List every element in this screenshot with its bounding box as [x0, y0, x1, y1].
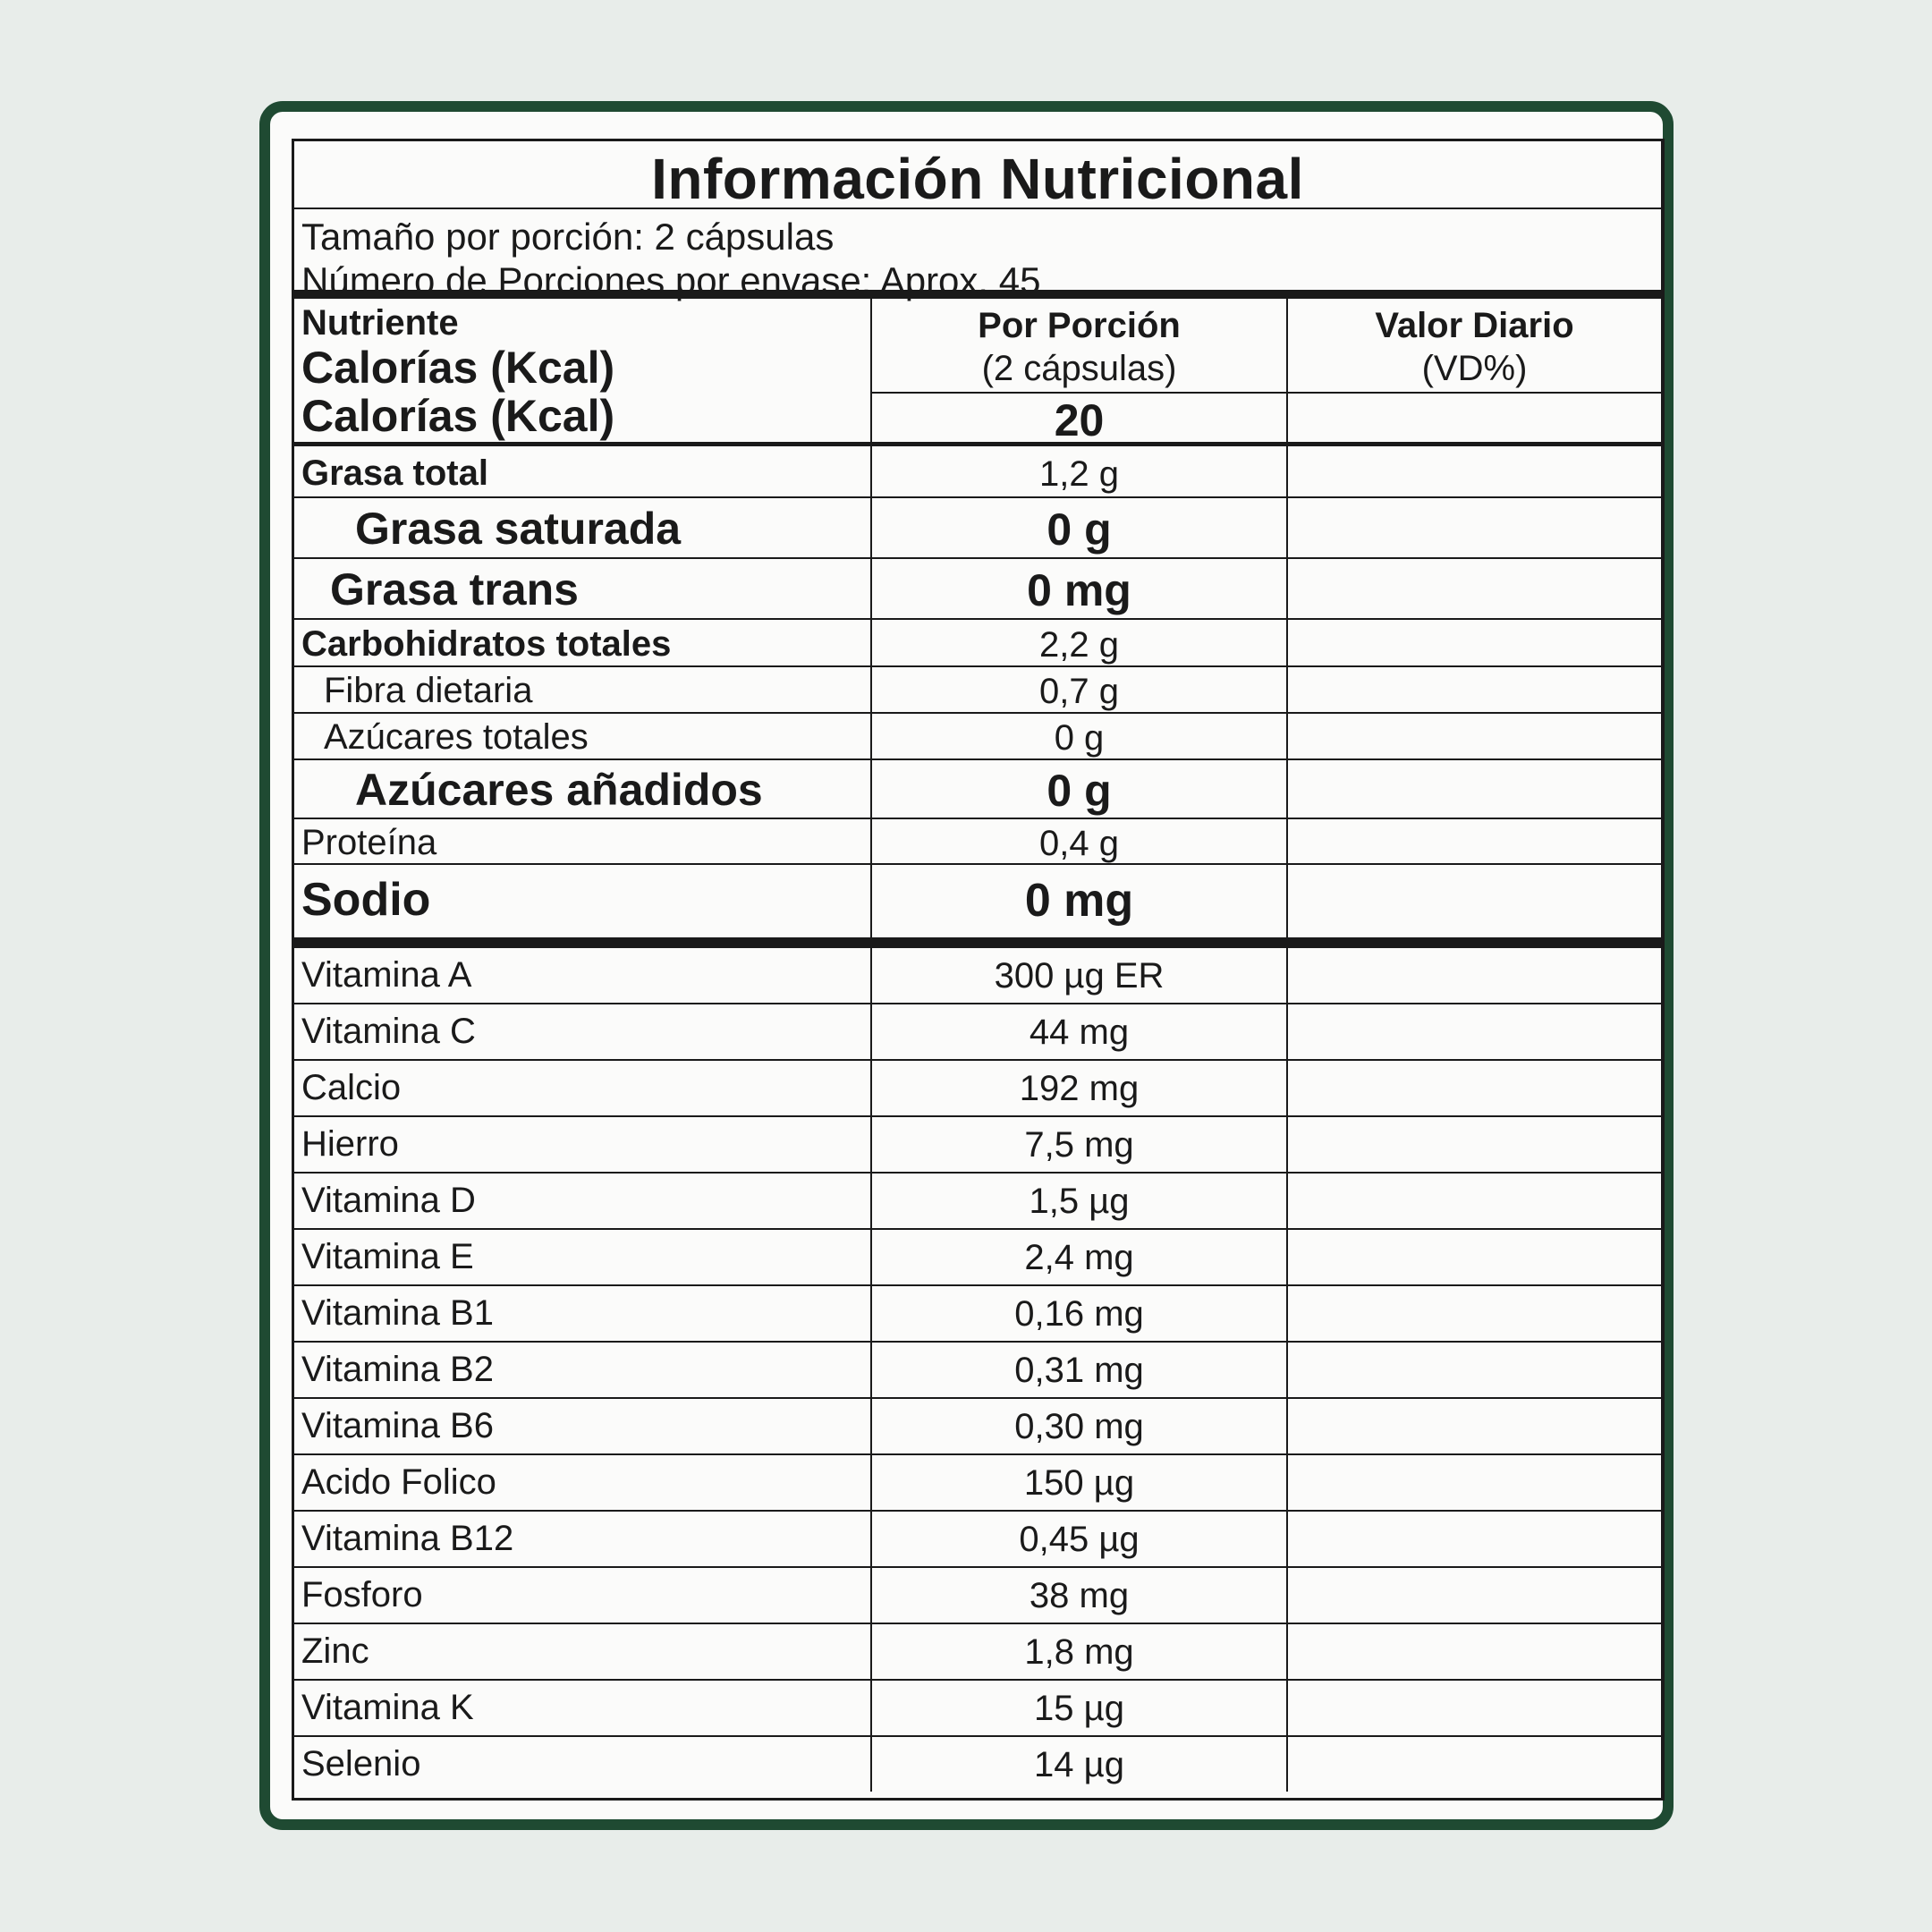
- table-row: [294, 667, 1661, 714]
- nutrient-vd: [1288, 1174, 1661, 1228]
- header-row: [294, 299, 1661, 446]
- nutrient-name: Hierro: [294, 1117, 872, 1172]
- nutrient-name: Selenio: [294, 1737, 872, 1792]
- nutrient-header-cell: [294, 299, 872, 442]
- nutrient-name: Fosforo: [294, 1568, 872, 1623]
- nutrient-name: Vitamina B6: [294, 1399, 872, 1453]
- nutrient-name: Vitamina D: [294, 1174, 872, 1228]
- nutrient-value: 44 mg: [872, 1004, 1288, 1059]
- table-row: [294, 865, 1661, 948]
- table-row: [294, 1061, 1661, 1117]
- nutrient-value: 0 g: [872, 714, 1288, 758]
- serving-size: Tamaño por porción: 2 cápsulas: [301, 216, 835, 258]
- nutrient-vd: [1288, 1512, 1661, 1566]
- nutrient-vd: [1288, 1568, 1661, 1623]
- table-row: [294, 1737, 1661, 1792]
- nutrient-name: Carbohidratos totales: [294, 620, 872, 665]
- nutrient-name: Grasa trans: [294, 559, 872, 618]
- table-row: [294, 1681, 1661, 1737]
- nutrient-vd: [1288, 1737, 1661, 1792]
- per-serving-header: Por Porción: [978, 306, 1181, 345]
- per-serving-header-cell: [872, 299, 1288, 445]
- nutrient-value: 0,45 µg: [872, 1512, 1288, 1566]
- nutrient-value: 2,2 g: [872, 620, 1288, 665]
- nutrient-vd: [1288, 559, 1661, 618]
- nutrition-facts-table: [292, 139, 1665, 1801]
- table-row: [294, 1512, 1661, 1568]
- nutrient-vd: [1288, 1455, 1661, 1510]
- table-row: [294, 1174, 1661, 1230]
- table-row: [294, 620, 1661, 667]
- calories-value: 20: [1054, 395, 1105, 445]
- table-row: [294, 1230, 1661, 1286]
- nutrient-value: 150 µg: [872, 1455, 1288, 1510]
- nutrient-vd: [1288, 1061, 1661, 1115]
- nutrient-vd: [1288, 1681, 1661, 1735]
- nutrient-value: 7,5 mg: [872, 1117, 1288, 1172]
- nutrient-vd: [1288, 667, 1661, 712]
- nutrient-header: Nutriente: [301, 303, 459, 343]
- nutrient-vd: [1288, 865, 1661, 937]
- nutrient-name: Zinc: [294, 1624, 872, 1679]
- nutrient-value: 0,31 mg: [872, 1343, 1288, 1397]
- nutrient-vd: [1288, 498, 1661, 557]
- daily-value-subheader: (VD%): [1421, 349, 1528, 388]
- nutrient-vd: [1288, 1624, 1661, 1679]
- nutrient-value: 15 µg: [872, 1681, 1288, 1735]
- nutrient-value: 192 mg: [872, 1061, 1288, 1115]
- nutrient-value: 1,2 g: [872, 446, 1288, 496]
- serving-info: [294, 209, 1661, 299]
- nutrient-name: Grasa saturada: [294, 498, 872, 557]
- nutrient-name: Calcio: [294, 1061, 872, 1115]
- table-row: [294, 714, 1661, 760]
- nutrient-value: 14 µg: [872, 1737, 1288, 1792]
- table-row: [294, 1568, 1661, 1624]
- nutrient-vd: [1288, 1343, 1661, 1397]
- servings-per-container: Número de Porciones por envase: Aprox. 45: [301, 259, 1041, 301]
- nutrient-value: 0 mg: [872, 559, 1288, 618]
- table-row: [294, 819, 1661, 865]
- nutrient-value: 2,4 mg: [872, 1230, 1288, 1284]
- table-row: [294, 948, 1661, 1004]
- nutrient-name: Grasa total: [294, 446, 872, 496]
- table-row: [294, 1343, 1661, 1399]
- nutrient-name: Vitamina K: [294, 1681, 872, 1735]
- table-row: [294, 446, 1661, 498]
- nutrient-vd: [1288, 1117, 1661, 1172]
- table-row: [294, 1286, 1661, 1343]
- nutrient-name: Azúcares totales: [294, 714, 872, 758]
- nutrient-value: 0 g: [872, 498, 1288, 557]
- per-serving-subheader: (2 cápsulas): [981, 349, 1177, 388]
- table-row: [294, 1399, 1661, 1455]
- nutrient-vd: [1288, 1230, 1661, 1284]
- label-title: Información Nutricional: [294, 141, 1661, 209]
- nutrient-value: 0,16 mg: [872, 1286, 1288, 1341]
- nutrient-value: 0 g: [872, 760, 1288, 818]
- nutrient-value: 0 mg: [872, 865, 1288, 937]
- nutrient-value: 1,5 µg: [872, 1174, 1288, 1228]
- nutrient-name: Acido Folico: [294, 1455, 872, 1510]
- nutrient-value: 0,30 mg: [872, 1399, 1288, 1453]
- nutrient-vd: [1288, 1286, 1661, 1341]
- table-row: [294, 1117, 1661, 1174]
- calories-label-repeat: Calorías (Kcal): [301, 391, 615, 441]
- nutrient-vd: [1288, 760, 1661, 818]
- nutrient-vd: [1288, 446, 1661, 496]
- nutrient-name: Vitamina B2: [294, 1343, 872, 1397]
- nutrient-name: Vitamina B1: [294, 1286, 872, 1341]
- nutrient-vd: [1288, 948, 1661, 1003]
- nutrient-vd: [1288, 1399, 1661, 1453]
- table-row: [294, 498, 1661, 559]
- nutrient-name: Vitamina A: [294, 948, 872, 1003]
- nutrient-vd: [1288, 620, 1661, 665]
- nutrient-vd: [1288, 1004, 1661, 1059]
- table-row: [294, 760, 1661, 819]
- nutrient-name: Azúcares añadidos: [294, 760, 872, 818]
- table-row: [294, 1004, 1661, 1061]
- daily-value-header-cell: [1288, 299, 1661, 442]
- calories-label: Calorías (Kcal): [301, 343, 615, 393]
- table-row: [294, 1455, 1661, 1512]
- table-row: [294, 559, 1661, 620]
- table-row: [294, 1624, 1661, 1681]
- label-frame: [259, 101, 1674, 1830]
- nutrient-value: 0,4 g: [872, 819, 1288, 863]
- nutrient-value: 38 mg: [872, 1568, 1288, 1623]
- daily-value-header: Valor Diario: [1375, 306, 1574, 345]
- nutrient-value: 1,8 mg: [872, 1624, 1288, 1679]
- nutrient-name: Sodio: [294, 865, 872, 937]
- nutrient-value: 300 µg ER: [872, 948, 1288, 1003]
- nutrient-vd: [1288, 714, 1661, 758]
- nutrient-value: 0,7 g: [872, 667, 1288, 712]
- nutrient-name: Vitamina B12: [294, 1512, 872, 1566]
- nutrient-name: Proteína: [294, 819, 872, 863]
- nutrient-vd: [1288, 819, 1661, 863]
- nutrient-name: Vitamina E: [294, 1230, 872, 1284]
- nutrient-name: Vitamina C: [294, 1004, 872, 1059]
- nutrient-name: Fibra dietaria: [294, 667, 872, 712]
